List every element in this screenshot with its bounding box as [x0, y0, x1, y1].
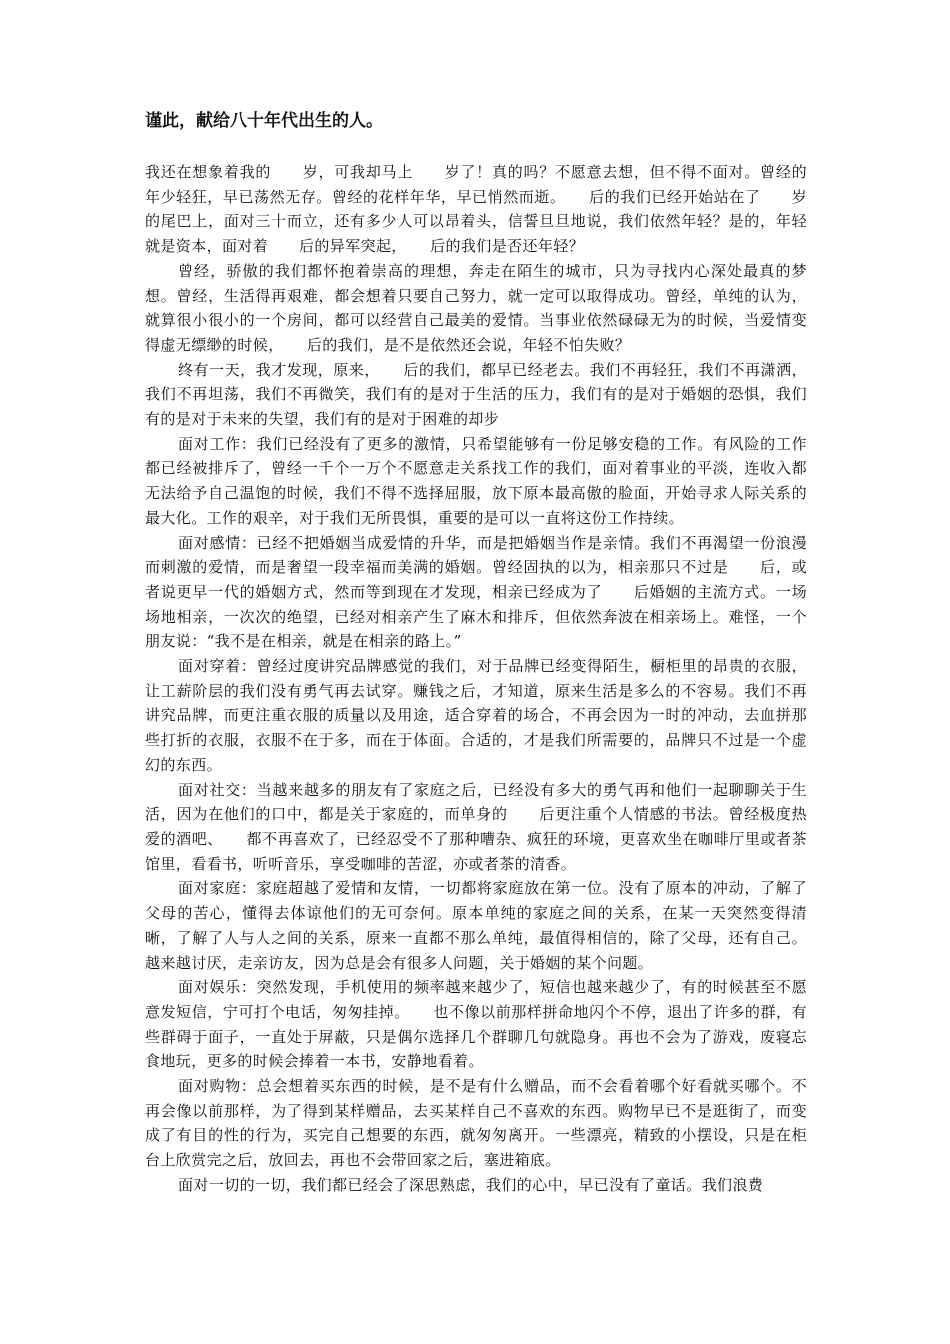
paragraph-aging: 终有一天，我才发现，原来， 后的我们，都早已经老去。我们不再轻狂，我们不再潇洒，我们不再坦荡，我们不再微笑，我们有的是对于生活的压力，我们有的是对于婚姻的恐惧，我们有的是对于未来的失望，我们有的是对于困难的却步 [145, 360, 807, 429]
paragraph-entertainment: 面对娱乐：突然发现，手机使用的频率越来越少了，短信也越来越少了，有的时候甚至不愿意发短信，宁可打个电话，匆匆挂掉。 也不像以前那样拼命地闪个不停，退出了许多的群，有些群碍于面子，一直处于屏蔽，只是偶尔选择几个群聊几句就隐身。再也不会为了游戏，废寝忘食地玩，更多的时候会捧着一本书，安静地看着。 [145, 978, 807, 1071]
paragraph-intro: 我还在想象着我的 岁，可我却马上 岁了！真的吗？不愿意去想，但不得不面对。曾经的年少轻狂，早已荡然无存。曾经的花样年华，早已悄然而逝。 后的我们已经开始站在了 岁的尾巴上，面对三十而立，还有多少人可以昂着头，信誓旦旦地说，我们依然年轻？是的，年轻就是资本，面对着 后的异军突起， 后的我们是否还年轻？ [145, 163, 807, 256]
paragraph-clothing: 面对穿着：曾经过度讲究品牌感觉的我们，对于品牌已经变得陌生，橱柜里的昂贵的衣服，让工薪阶层的我们没有勇气再去试穿。赚钱之后，才知道，原来生活是多么的不容易。我们不再讲究品牌，而更注重衣服的质量以及用途，适合穿着的场合，不再会因为一时的冲动，去血拼那些打折的衣服，衣服不在于多，而在于体面。合适的，才是我们所需要的，品牌只不过是一个虚幻的东西。 [145, 657, 807, 774]
paragraph-love: 面对感情：已经不把婚姻当成爱情的升华，而是把婚姻当作是亲情。我们不再渴望一份浪漫而刺激的爱情，而是奢望一段幸福而美满的婚姻。曾经固执的以为，相亲那只不过是 后，或者说更早一代的婚姻方式，然而等到现在才发现，相亲已经成为了 后婚姻的主流方式。一场场地相亲，一次次的绝望，已经对相亲产生了麻木和排斥，但依然奔波在相亲场上。难怪，一个朋友说：“我不是在相亲，就是在相亲的路上。” [145, 533, 807, 651]
paragraph-family: 面对家庭：家庭超越了爱情和友情，一切都将家庭放在第一位。没有了原本的冲动，了解了父母的苦心，懂得去体谅他们的无可奈何。原本单纯的家庭之间的关系，在某一天突然变得清晰，了解了人与人之间的关系，原来一直都不那么单纯，最值得相信的，除了父母，还有自己。越来越讨厌，走亲访友，因为总是会有很多人问题，关于婚姻的某个问题。 [145, 879, 807, 972]
paragraph-ideals: 曾经，骄傲的我们都怀抱着崇高的理想，奔走在陌生的城市，只为寻找内心深处最真的梦想。曾经，生活得再艰难，都会想着只要自己努力，就一定可以取得成功。曾经，单纯的认为，就算很小很小的一个房间，都可以经营自己最美的爱情。当事业依然碌碌无为的时候，当爱情变得虚无缥缈的时候， 后的我们，是不是依然还会说，年轻不怕失败？ [145, 261, 807, 354]
document-title: 谨此，献给八十年代出生的人。 [145, 111, 383, 131]
paragraph-social: 面对社交：当越来越多的朋友有了家庭之后，已经没有多大的勇气再和他们一起聊聊关于生活，因为在他们的口中，都是关于家庭的，而单身的 后更注重个人情感的书法。曾经极度热爱的酒吧、 都不再喜欢了，已经忍受不了那种嘈杂、疯狂的环境，更喜欢坐在咖啡厅里或者茶馆里，看看书，听听音乐，享受咖啡的苦涩，亦或者茶的清香。 [145, 780, 807, 873]
paragraph-shopping: 面对购物：总会想着买东西的时候，是不是有什么赠品，而不会看着哪个好看就买哪个。不再会像以前那样，为了得到某样赠品，去买某样自己不喜欢的东西。购物早已不是逛街了，而变成了有目的性的行为，买完自己想要的东西，就匆匆离开。一些漂亮，精致的小摆设，只是在柜台上欣赏完之后，放回去，再也不会带回家之后，塞进箱底。 [145, 1077, 807, 1170]
paragraph-conclusion: 面对一切的一切，我们都已经会了深思熟虑，我们的心中，早已没有了童话。我们浪费 [178, 1175, 764, 1194]
paragraph-work: 面对工作：我们已经没有了更多的激情，只希望能够有一份足够安稳的工作。有风险的工作都已经被排斥了，曾经一千个一万个不愿意走关系找工作的我们，面对着事业的平淡，连收入都无法给予自己温饱的时候，我们不得不选择屈服，放下原本最高傲的脸面，开始寻求人际关系的最大化。工作的艰辛，对于我们无所畏惧，重要的是可以一直将这份工作持续。 [145, 434, 807, 527]
document-page [145, 108, 807, 1198]
